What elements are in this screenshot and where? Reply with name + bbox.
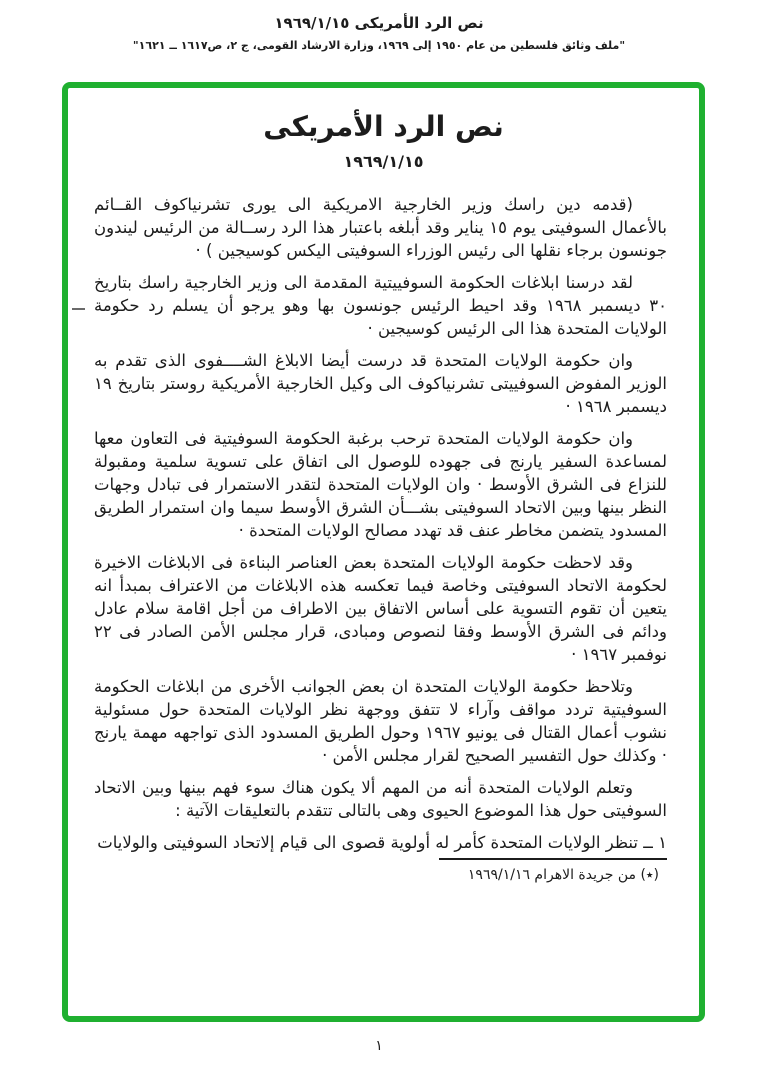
- paragraph-4: وان حكومة الولايات المتحدة ترحب برغبة الحكومة السوفيتية فى التعاون معها لمساعدة السفير يارنج فى جهوده للوصول الى اتفاق على تسوية سلمية ومقبولة للنزاع فى الشرق الأوسط · وان الولايات المتحدة لتقدر الاستمرار فى تبادل وجهات النظر بينها وبين الاتحاد السوفيتى بشـــأن الشرق الأوسط سيما وان استمرار الطريق المسدود يتضمن مخاطر عنف قد تهدد مصالح الولايات المتحدة ·: [94, 429, 667, 540]
- document-date: ١٩٦٩/١/١٥: [343, 152, 424, 171]
- footnote: [94, 858, 667, 887]
- source-citation-line: "ملف وثائق فلسطين من عام ١٩٥٠ إلى ١٩٦٩، وزارة الارشاد القومى، ج ٢، ص١٦١٧ ــ ١٦٢١": [132, 39, 626, 52]
- scan-artifact-dash: [72, 308, 85, 310]
- numbered-item-1: ١ ــ تنظر الولايات المتحدة كأمر له أولوية قصوى الى قيام إلاتحاد السوفيتى والولايات: [97, 833, 667, 852]
- paragraph-5: وقد لاحظت حكومة الولايات المتحدة بعض العناصر البناءة فى الابلاغات الاخيرة لحكومة الاتحاد السوفيتى وخاصة فيما تعكسه هذه الابلاغات من الاعتراف بمبدأ انه يتعين أن تقوم التسوية على أساس الاتفاق بين الاطراف من أجل اقامة سلام عادل ودائم فى الشرق الأوسط وفقا لنصوص ومبادى، قرار مجلس الأمن الصادر فى ٢٢ نوفمبر ١٩٦٧ ·: [94, 553, 667, 664]
- document-title: نص الرد الأمريكى: [263, 110, 504, 143]
- footnote-divider: [439, 858, 667, 860]
- footnote-text: (٭) من جريدة الاهرام ١٩٦٩/١/١٦: [467, 867, 659, 883]
- paragraph-2: لقد درسنا ابلاغات الحكومة السوفييتية المقدمة الى وزير الخارجية راسك بتاريخ ٣٠ ديسمبر ١٩٦٨ وقد احيط الرئيس جونسون بها وهو يرجو أن يسلم رد حكومة الولايات المتحدة هذا الى الرئيس كوسيجين ·: [94, 273, 668, 338]
- paragraph-3: وان حكومة الولايات المتحدة قد درست أيضا الابلاغ الشــــفوى الذى تقدم به الوزير المفوض السوفييتى تشرنياكوف الى وكيل الخارجية الأمريكية روستر بتاريخ ١٩ ديسمبر ١٩٦٨ ·: [94, 351, 667, 416]
- document-body: [68, 171, 699, 887]
- page-header: [0, 14, 758, 52]
- paragraph-6: وتلاحظ حكومة الولايات المتحدة ان بعض الجوانب الأخرى من ابلاغات الحكومة السوفيتية تردد مواقف وآراء لا تتفق ووجهة نظر الولايات المتحدة حول مسئولية نشوب أعمال القتال فى يونيو ١٩٦٧ وحول الطريق المسدود الذى تواجهه مهمة يارنج · وكذلك حول التفسير الصحيح لقرار مجلس الأمن ·: [94, 677, 668, 765]
- header-title-line: نص الرد الأمريكى ١٩٦٩/١/١٥: [274, 14, 484, 32]
- paragraph-7: وتعلم الولايات المتحدة أنه من المهم ألا يكون هناك سوء فهم بينها وبين الاتحاد السوفيتى حول هذا الموضوع الحيوى وهى بالتالى تتقدم بالتعليقات الآتية :: [94, 778, 667, 820]
- page-number: ١: [375, 1038, 383, 1054]
- paragraph-intro: (قدمه دين راسك وزير الخارجية الامريكية الى يورى تشرنياكوف القــائم بالأعمال السوفيتى يوم ١٥ يناير وقد أبلغه باعتبار هذا الرد رســالة من الرئيس ليندون جونسون برجاء نقلها الى رئيس الوزراء السوفيتى اليكس كوسيجين ) ·: [94, 195, 668, 260]
- document-frame: [62, 82, 705, 1022]
